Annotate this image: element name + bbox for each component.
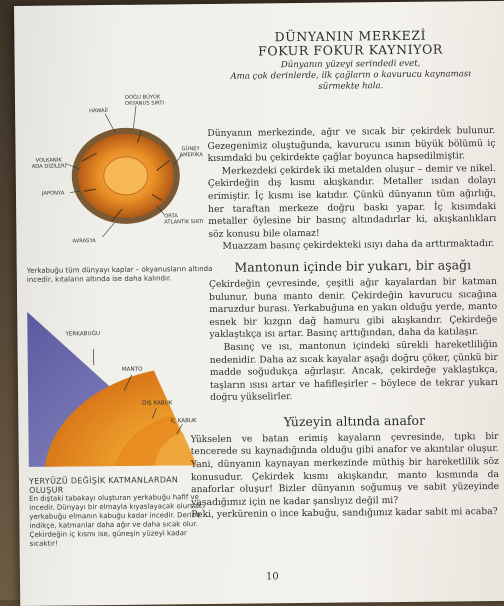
page-subtitle-line1: Dünyanın yüzeyi serindedi evet, [207, 58, 495, 72]
intro-section [207, 125, 496, 254]
label-hawaii: HAWAİİ [89, 107, 108, 114]
figure2-caption-block [29, 475, 216, 549]
figure2-caption-text: En dıştaki tabakayı oluşturan yerkabuğu hafif ve incedir. Dünyayı bir elmayla kıyaslayacak olursak, yerkabuğu elmanın kabuğu kadar incedir. Derine indikçe, katmanlar daha ağır ve daha sıcak olur. Çekirdeğin iç kısmı ise, güneşin yüzeyi kadar sıcaktır! [29, 493, 216, 549]
label-manto: MANTO [122, 367, 143, 373]
label-dogu-buyuk-2: OKYANUS SIRTI [125, 100, 165, 106]
section2-paragraph-2: Basınç ve ısı, mantonun içindeki sürekli hareketliliğin nedenidir. Daha az sıcak kayalar aşağı doğru çöker, çünkü bir madde soğudukça ağırlaşır. Ancak, çekirdeğe yaklaştıkça, taşların ısısı artar ve hafifleşirler – böylece de tekrar yukarı doğru yükselirler. [210, 339, 499, 405]
label-avrasya: AVRASYA [72, 238, 96, 244]
section2-paragraph-1: Çekirdeğin çevresinde, çeşitli ağır kayalardan bir katman bulunur, buna manto denir. Çekirdeğin kavurucu sıcağına maruzdur burası. Yerkabuğuna en yakın olduğu yerde, manto esnek bir kızgın dağ hamuru gibi akışkandır. Çekirdeğe yaklaştıkça ısı artar. Basınç arttığından, daha da katılaşır. [209, 276, 498, 342]
label-orta-1: ORTA [164, 213, 178, 219]
label-volkanik-1: VOLKANİK [36, 157, 63, 164]
earth-globe-illustration [21, 90, 213, 262]
label-orta-2: ATLANTİK SIRTI [164, 218, 204, 225]
label-dogu-buyuk-1: DOĞU BÜYÜK [125, 93, 161, 100]
section2-heading: Mantonun içinde bir yukarı, bir aşağı [209, 257, 497, 275]
label-japonya: JAPONYA [41, 190, 65, 196]
article-column [206, 28, 499, 522]
intro-paragraph-3: Muazzam basınç çekirdekteki ısıyı daha da arttırmaktadır. [208, 238, 496, 254]
earth-layers-illustration [23, 300, 215, 474]
page-subtitle-line3: sürmekte hala. [207, 80, 495, 94]
page-number: 10 [266, 571, 279, 582]
label-ic-kabuk: İÇ KABUK [170, 417, 197, 424]
figure1-caption: Yerkabuğu tüm dünyayı kaplar – okyanusların altında incedir, kıtaların altında ise daha kalındır. [27, 265, 213, 285]
label-dis-kabuk: DIŞ KABUK [142, 400, 173, 406]
label-guney-1: GÜNEY [181, 145, 200, 152]
page-title-line2: FOKUR FOKUR KAYNIYOR [206, 42, 494, 59]
book-page [14, 1, 504, 606]
label-guney-2: AMERİKA [180, 151, 204, 158]
section3-paragraph-2: Peki, yerkürenin o ince kabuğu, sandığımız kadar sabit mi acaba? [191, 506, 499, 522]
label-yerkabugu: YERKABUĞU [64, 330, 100, 337]
intro-paragraph-1: Dünyanın merkezinde, ağır ve sıcak bir çekirdek bulunur. Gezegenimiz oluştuğunda, kavurucu ısının büyük bölümü iç kısımdaki bu çekirdekte çağlar boyunca hapsedilmiştir. [207, 125, 495, 166]
page-subtitle-line2: Ama çok derinlerde, ilk çağların o kavurucu kaynaması [207, 69, 495, 83]
section3-paragraph-1: Yükselen ve batan erimiş kayaların çevresinde, tıpkı bir tencerede su kaynadığında olduğu gibi anafor ve akıntılar oluşur. Yani, dünyanın kaynayan merkezinde müthiş bir hareketlilik söz konusudur. Çekirdek kısmı akışkandır, manto kısmında da anaforlar oluşur! Bizler dünyanın soğumuş ve sabit yüzeyinde yaşadığımız için ne kadar şanslıyız değil mi? [190, 431, 499, 510]
globe-inner-core [104, 157, 148, 195]
section3-heading: Yüzeyin altında anafor [210, 412, 498, 430]
figure2-caption-title: YERYÜZÜ DEĞİŞİK KATMANLARDAN OLUŞUR [29, 475, 215, 495]
label-volkanik-2: ADA DİZİLERİ [32, 162, 67, 169]
intro-paragraph-2: Merkezdeki çekirdek iki metalden oluşur – demir ve nikel. Çekirdeğin dış kısmı akışkandır. Metaller ısıdan dolayı erimiştir. İç kısmı ise katıdır. Çünkü dünyanın tüm ağırlığı, her taraftan merkeze doğru baskı yapar. İç kısımdaki metaller öylesine bir basınç altındadırlar ki, akışkanlıkları söz konusu bile olamaz! [208, 163, 497, 242]
page-title-line1: DÜNYANIN MERKEZİ [206, 28, 494, 45]
